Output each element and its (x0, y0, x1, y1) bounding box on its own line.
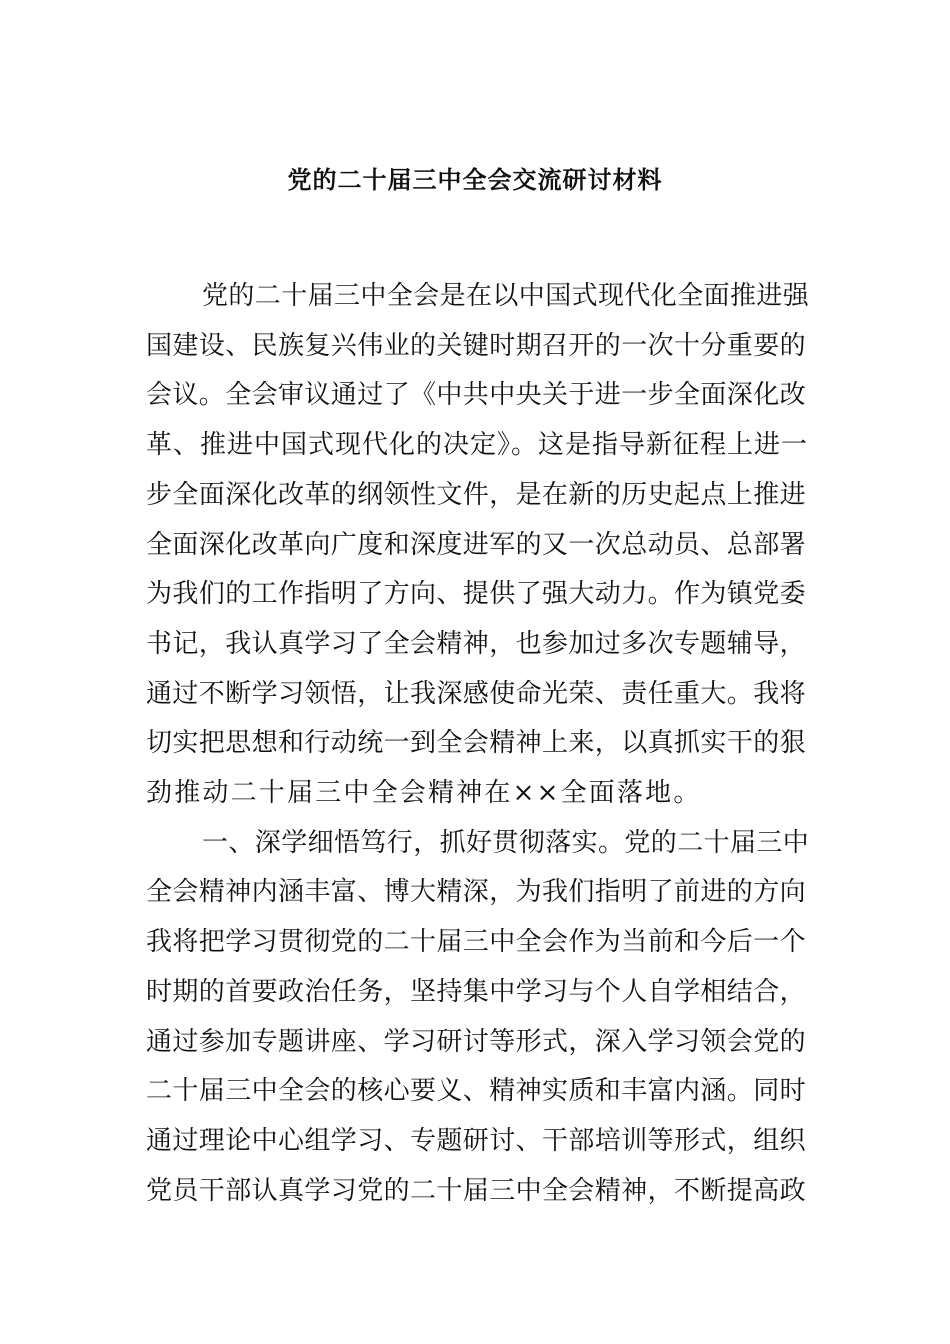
text-line: 革、推进中国式现代化的决定》。这是指导新征程上进一 (146, 430, 809, 461)
text-line: 全会精神内涵丰富、博大精深，为我们指明了前进的方向 (146, 877, 807, 908)
text-line: 通过参加专题讲座、学习研讨等形式，深入学习领会党的 (146, 1026, 807, 1057)
text-line: 书记，我认真学习了全会精神，也参加过多次专题辅导， (146, 628, 807, 659)
text-line: 一、深学细悟笃行，抓好贯彻落实。党的二十届三中 (202, 827, 810, 858)
paragraph-intro (146, 272, 810, 819)
text-line: 步全面深化改革的纲领性文件，是在新的历史起点上推进 (146, 479, 807, 510)
text-line: 全面深化改革向广度和深度进军的又一次总动员、总部署 (146, 529, 807, 560)
text-line: 时期的首要政治任务，坚持集中学习与个人自学相结合， (146, 976, 807, 1007)
text-line: 通过不断学习领悟，让我深感使命光荣、责任重大。我将 (146, 678, 807, 709)
text-line: 党的二十届三中全会是在以中国式现代化全面推进强 (202, 281, 810, 311)
text-line: 会议。全会审议通过了《中共中央关于进一步全面深化改 (146, 380, 807, 411)
text-line: 我将把学习贯彻党的二十届三中全会作为当前和今后一个 (146, 927, 807, 958)
text-line: 党员干部认真学习党的二十届三中全会精神，不断提高政 (146, 1175, 807, 1206)
text-line: 为我们的工作指明了方向、提供了强大动力。作为镇党委 (146, 579, 807, 610)
text-line: 劲推动二十届三中全会精神在××全面落地。 (146, 778, 702, 809)
paragraph-section-1 (146, 819, 810, 1217)
document-body (146, 272, 810, 1216)
text-line: 二十届三中全会的核心要义、精神实质和丰富内涵。同时 (146, 1076, 807, 1107)
text-line: 切实把思想和行动统一到全会精神上来，以真抓实干的狠 (146, 728, 807, 759)
text-line: 通过理论中心组学习、专题研讨、干部培训等形式，组织 (146, 1125, 807, 1156)
text-line: 国建设、民族复兴伟业的关键时期召开的一次十分重要的 (146, 330, 807, 361)
document-title: 党的二十届三中全会交流研讨材料 (287, 165, 663, 194)
